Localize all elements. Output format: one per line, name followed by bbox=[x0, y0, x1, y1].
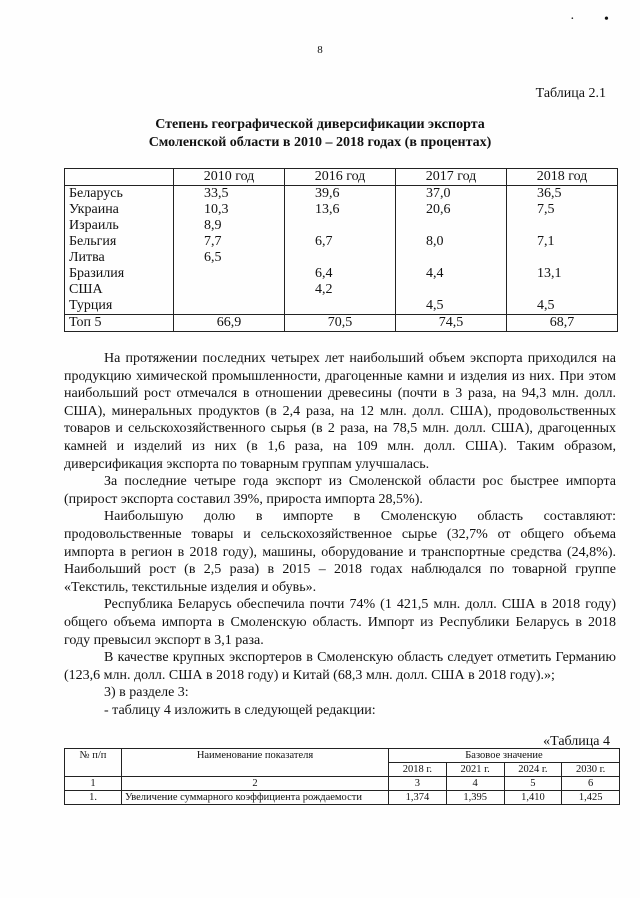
header-cell: 2017 год bbox=[396, 169, 507, 186]
paragraph: На протяжении последних четырех лет наибольший объем экспорта приходился на продукцию химической промышленности, драгоценные камни и изделия из них. При этом наибольший рост отмечался в отношении древесины (почти в 3 раза, на 94,3 млн. долл. США), минеральных продуктов (в 2,4 раза, на 12 млн. долл. США), продовольственных товаров и сельскохозяйственного сырья (в 2 раза, на 78,5 млн. долл. США), драгоценных камней и изделий из них (в 1,6 раза, на 109 млн. долл. США). Таким образом, диверсификация экспорта по товарным группам улучшалась. bbox=[64, 351, 616, 472]
table-4-label: «Таблица 4 bbox=[543, 734, 610, 749]
country-cell: Бразилия bbox=[65, 266, 174, 282]
table-4-index-row bbox=[65, 777, 620, 791]
table-row bbox=[65, 282, 618, 298]
table-row bbox=[65, 298, 618, 315]
value-cell bbox=[174, 266, 285, 282]
value-cell: 37,0 bbox=[396, 186, 507, 203]
value-cell: 8,9 bbox=[174, 218, 285, 234]
total-cell: 74,5 bbox=[396, 315, 507, 332]
total-cell: 70,5 bbox=[285, 315, 396, 332]
export-diversification-table bbox=[64, 168, 618, 332]
value-cell: 39,6 bbox=[285, 186, 396, 203]
country-cell: Литва bbox=[65, 250, 174, 266]
paragraph: Республика Беларусь обеспечила почти 74% (1 421,5 млн. долл. США в 2018 году) общего объема импорта в Смоленскую область. Импорт из Республики Беларусь в 2018 году превысил экспорт в 3,1 раза. bbox=[64, 597, 616, 648]
value-cell: 4,4 bbox=[396, 266, 507, 282]
value-cell bbox=[507, 218, 618, 234]
value-cell bbox=[507, 282, 618, 298]
value-cell bbox=[285, 250, 396, 266]
value-cell: 13,6 bbox=[285, 202, 396, 218]
value-cell: 7,5 bbox=[507, 202, 618, 218]
value-cell bbox=[285, 298, 396, 315]
title-line-1: Степень географической диверсификации экспорта bbox=[155, 117, 485, 132]
value-cell: 1,374 bbox=[389, 791, 447, 805]
table-row bbox=[65, 218, 618, 234]
value-cell bbox=[507, 250, 618, 266]
year-header: 2021 г. bbox=[446, 763, 504, 777]
title-line-2: Смоленской области в 2010 – 2018 годах (в процентах) bbox=[148, 135, 492, 150]
value-cell: 4,5 bbox=[396, 298, 507, 315]
header-cell: 2016 год bbox=[285, 169, 396, 186]
country-cell: Беларусь bbox=[65, 186, 174, 203]
paragraph: В качестве крупных экспортеров в Смоленскую область следует отметить Германию (123,6 млн. долл. США в 2018 году) и Китай (68,3 млн. долл. США в 2018 году).»; bbox=[64, 650, 616, 683]
table-2-1-title bbox=[0, 116, 640, 152]
table-row bbox=[65, 186, 618, 203]
value-cell bbox=[396, 250, 507, 266]
total-label: Топ 5 bbox=[65, 315, 174, 332]
table-row bbox=[65, 234, 618, 250]
value-cell bbox=[285, 218, 396, 234]
value-cell bbox=[396, 282, 507, 298]
paragraph: За последние четыре года экспорт из Смоленской области рос быстрее импорта (прирост экспорта составил 39%, прироста импорта 28,5%). bbox=[64, 474, 616, 507]
country-cell: Бельгия bbox=[65, 234, 174, 250]
total-cell: 68,7 bbox=[507, 315, 618, 332]
table-header-row bbox=[65, 169, 618, 186]
col-index: 4 bbox=[446, 777, 504, 791]
col-index: 6 bbox=[562, 777, 620, 791]
year-header: 2030 г. bbox=[562, 763, 620, 777]
value-cell: 33,5 bbox=[174, 186, 285, 203]
value-cell: 10,3 bbox=[174, 202, 285, 218]
col-name-header: Наименование показателя bbox=[122, 749, 389, 777]
col-num-header: № п/п bbox=[65, 749, 122, 777]
value-cell: 36,5 bbox=[507, 186, 618, 203]
value-cell: 13,1 bbox=[507, 266, 618, 282]
value-cell: 20,6 bbox=[396, 202, 507, 218]
header-cell bbox=[65, 169, 174, 186]
value-cell: 6,5 bbox=[174, 250, 285, 266]
value-cell bbox=[174, 282, 285, 298]
year-header: 2018 г. bbox=[389, 763, 447, 777]
paragraph: 3) в разделе 3: bbox=[104, 685, 189, 701]
total-row bbox=[65, 315, 618, 332]
value-cell: 6,7 bbox=[285, 234, 396, 250]
col-index: 2 bbox=[122, 777, 389, 791]
value-cell: 1,410 bbox=[504, 791, 562, 805]
total-cell: 66,9 bbox=[174, 315, 285, 332]
value-cell: 4,2 bbox=[285, 282, 396, 298]
paragraph: - таблицу 4 изложить в следующей редакции: bbox=[104, 702, 376, 718]
page-number: 8 bbox=[317, 44, 323, 56]
country-cell: США bbox=[65, 282, 174, 298]
value-cell: 8,0 bbox=[396, 234, 507, 250]
table-row bbox=[65, 202, 618, 218]
col-index: 5 bbox=[504, 777, 562, 791]
table-row bbox=[65, 266, 618, 282]
value-cell bbox=[174, 298, 285, 315]
value-cell: 1,425 bbox=[562, 791, 620, 805]
year-header: 2024 г. bbox=[504, 763, 562, 777]
value-cell: 7,7 bbox=[174, 234, 285, 250]
paragraph: Наибольшую долю в импорте в Смоленскую область составляют: продовольственные товары и сельскохозяйственное сырье (32,7% от общего объема импорта в регион в 2018 году), машины, оборудование и транспортные средства (24,8%). Наибольший рост (в 2,5 раза) в 2015 – 2018 годах наблюдался по товарной группе «Текстиль, текстильные изделия и обувь». bbox=[64, 509, 616, 595]
country-cell: Украина bbox=[65, 202, 174, 218]
header-cell: 2010 год bbox=[174, 169, 285, 186]
country-cell: Израиль bbox=[65, 218, 174, 234]
table-2-1-label: Таблица 2.1 bbox=[535, 86, 606, 101]
value-cell: 1,395 bbox=[446, 791, 504, 805]
table-row bbox=[65, 250, 618, 266]
value-cell: 6,4 bbox=[285, 266, 396, 282]
value-cell bbox=[396, 218, 507, 234]
value-cell: 7,1 bbox=[507, 234, 618, 250]
value-cell: 4,5 bbox=[507, 298, 618, 315]
indicator-name-cell: Увеличение суммарного коэффициента рождаемости bbox=[122, 791, 389, 805]
country-cell: Турция bbox=[65, 298, 174, 315]
body-text bbox=[64, 350, 616, 719]
table-4-header-row bbox=[65, 749, 620, 763]
header-cell: 2018 год bbox=[507, 169, 618, 186]
indicators-table bbox=[64, 748, 620, 805]
col-index: 1 bbox=[65, 777, 122, 791]
col-index: 3 bbox=[389, 777, 447, 791]
value-cell: 1. bbox=[65, 791, 122, 805]
col-base-header: Базовое значение bbox=[389, 749, 620, 763]
table-row bbox=[65, 791, 620, 805]
